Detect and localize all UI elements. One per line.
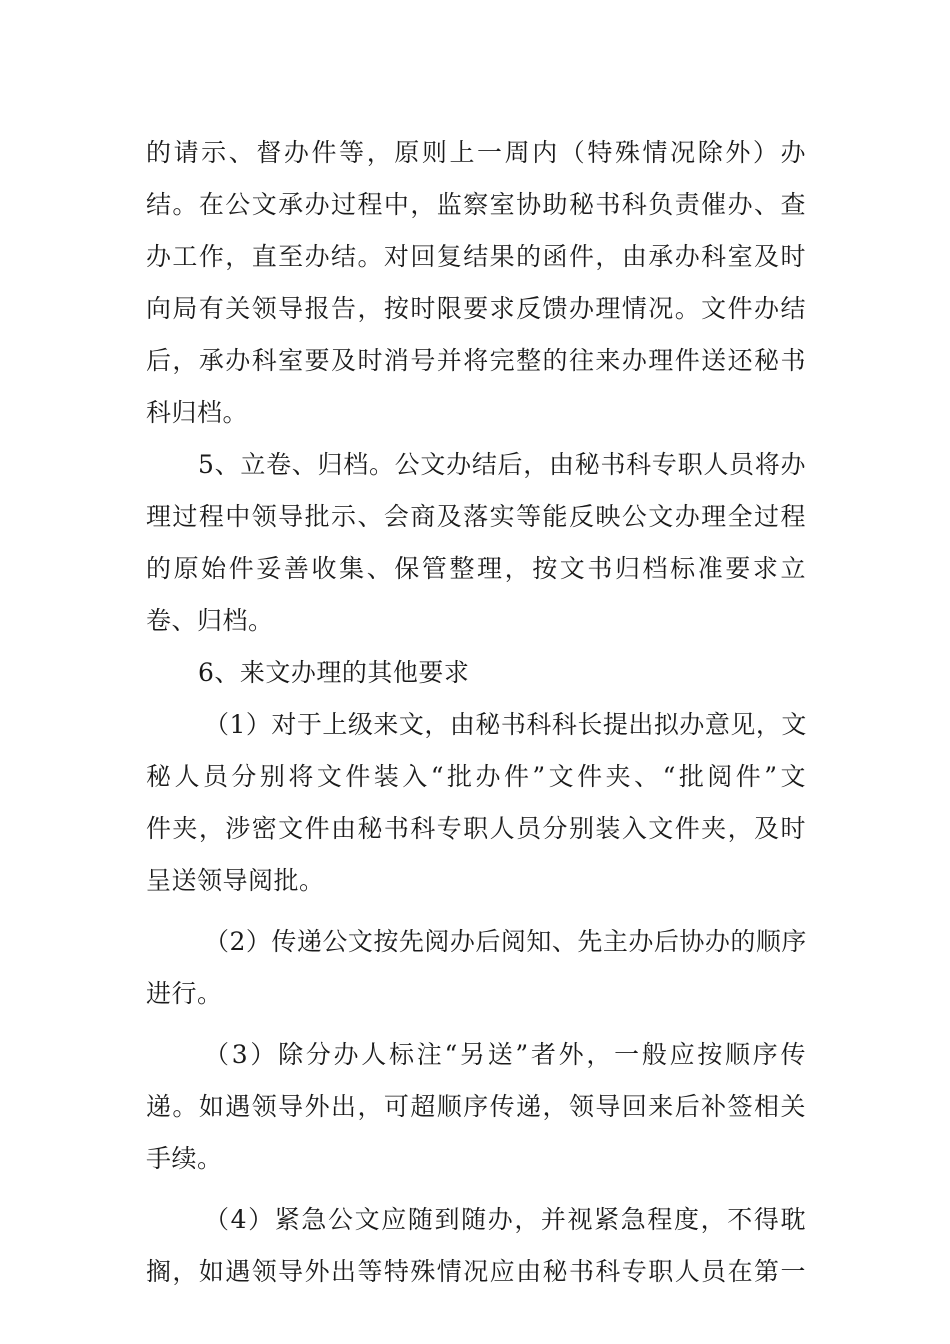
text-line: 5、立卷、归档。公文办结后，由秘书科专职人员将办 (198, 450, 806, 479)
text-line: （3）除分办人标注“另送”者外，一般应按顺序传 (204, 1040, 806, 1069)
paragraph-item-6-heading (146, 647, 806, 699)
text-line: 的请示、督办件等，原则上一周内（特殊情况除外）办 (146, 138, 806, 167)
text-line: 秘人员分别将文件装入“批办件”文件夹、“批阅件”文 (146, 762, 806, 791)
paragraph-continuation (146, 127, 806, 439)
text-line: 的原始件妥善收集、保管整理，按文书归档标准要求立 (146, 554, 806, 583)
text-line: 后，承办科室要及时消号并将完整的往来办理件送还秘书 (146, 346, 806, 375)
paragraph-item-5 (146, 439, 806, 647)
text-line: 搁，如遇领导外出等特殊情况应由秘书科专职人员在第一 (146, 1257, 806, 1286)
paragraph-sub-3 (146, 1029, 806, 1185)
text-line: （2）传递公文按先阅办后阅知、先主办后协办的顺序 (204, 927, 807, 956)
section-heading: 6、来文办理的其他要求 (198, 658, 470, 687)
text-line: 件夹，涉密文件由秘书科专职人员分别装入文件夹，及时 (146, 814, 806, 843)
text-line: 卷、归档。 (146, 606, 274, 635)
text-line: （1）对于上级来文，由秘书科科长提出拟办意见，文 (204, 710, 807, 739)
paragraph-sub-2 (146, 916, 806, 1020)
text-line: 办工作，直至办结。对回复结果的函件，由承办科室及时 (146, 242, 806, 271)
text-line: 进行。 (146, 979, 223, 1008)
text-line: 呈送领导阅批。 (146, 866, 325, 895)
text-line: 结。在公文承办过程中，监察室协助秘书科负责催办、查 (146, 190, 806, 219)
text-line: 递。如遇领导外出，可超顺序传递，领导回来后补签相关 (146, 1092, 806, 1121)
paragraph-sub-4 (146, 1194, 806, 1298)
text-line: 手续。 (146, 1144, 223, 1173)
document-body (146, 127, 806, 1298)
text-line: （4）紧急公文应随到随办，并视紧急程度，不得耽 (204, 1205, 806, 1234)
text-line: 理过程中领导批示、会商及落实等能反映公文办理全过程 (146, 502, 806, 531)
text-line: 向局有关领导报告，按时限要求反馈办理情况。文件办结 (146, 294, 806, 323)
paragraph-sub-1 (146, 699, 806, 907)
text-line: 科归档。 (146, 398, 249, 427)
